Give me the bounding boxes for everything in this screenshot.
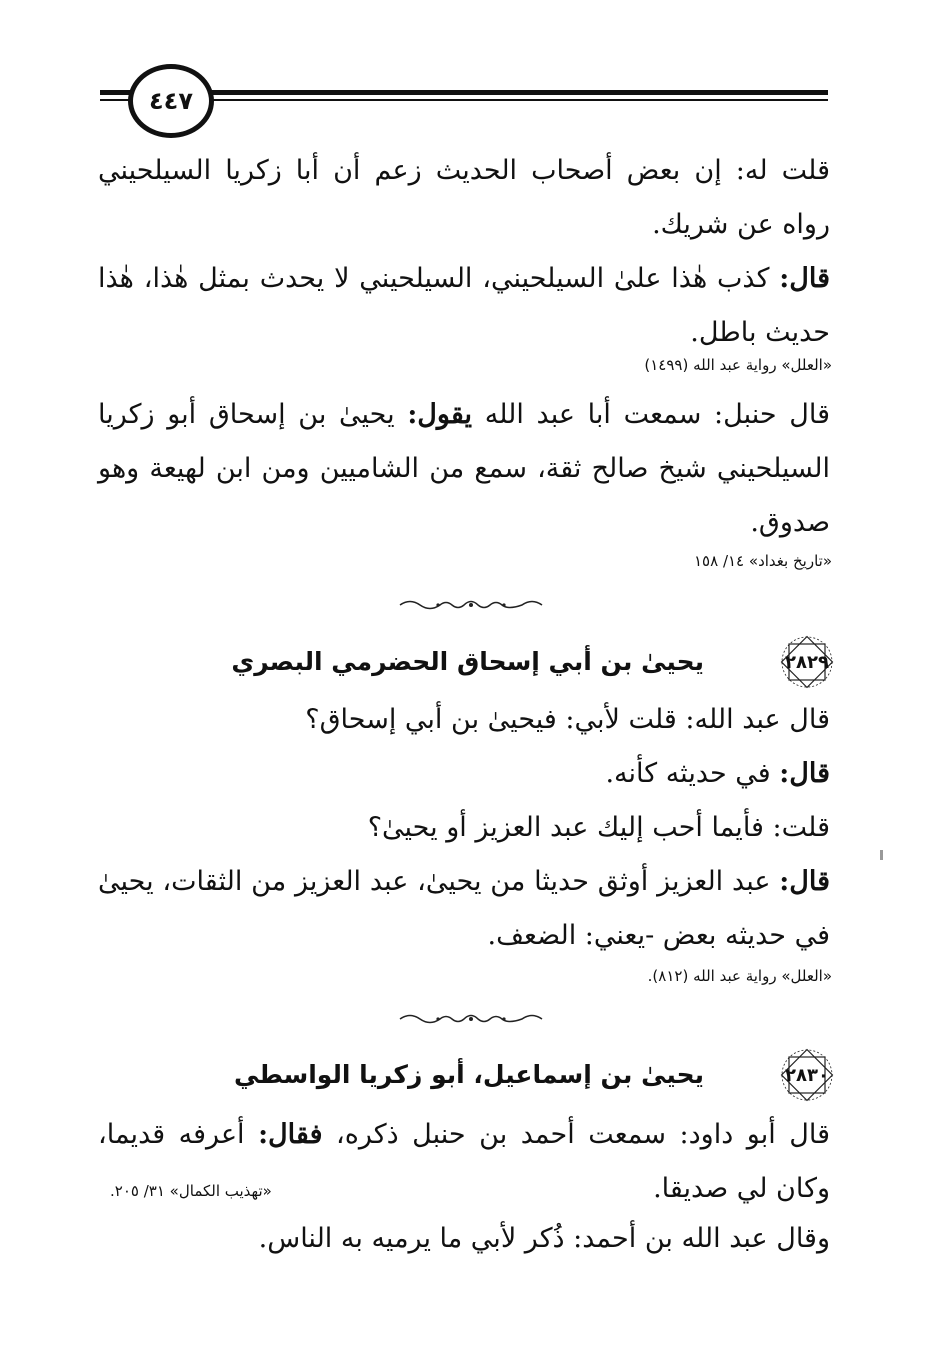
entry2830-text-cont xyxy=(98,1212,830,1266)
ornament-divider xyxy=(398,598,544,612)
entry2829-line4 xyxy=(98,855,830,963)
entry2830-line1-rest: أعرفه قديما، وكان لي صديقا. xyxy=(98,1119,830,1204)
entry2829-line4-text: عبد العزيز أوثق حديثا من يحيىٰ، عبد العزيز من الثقات، يحيىٰ في حديثه بعض -يعني: الضعف. xyxy=(98,866,830,951)
entry2829-line3: قلت: فأيما أحب إليك عبد العزيز أو يحيىٰ؟ xyxy=(367,812,830,843)
ornament-divider xyxy=(398,1012,544,1026)
block1-line1: قلت له: إن بعض أصحاب الحديث زعم أن أبا زكريا السيلحيني رواه عن شريك. xyxy=(98,155,830,240)
qal-label: قال: xyxy=(779,758,830,789)
block2-rest: يحيىٰ بن إسحاق أبو زكريا السيلحيني شيخ صالح ثقة، سمع من الشاميين ومن ابن لهيعة وهو صدوق. xyxy=(98,399,830,538)
block2-text xyxy=(98,388,830,550)
entry2830-line2: وقال عبد الله بن أحمد: ذُكر لأبي ما يرميه به الناس. xyxy=(258,1223,830,1254)
qal-label: قال: xyxy=(779,263,830,294)
block2-prefix: قال حنبل: سمعت أبا عبد الله xyxy=(472,399,830,430)
block1-text xyxy=(98,144,830,360)
entry2829-line2-text: في حديثه كأنه. xyxy=(605,758,780,789)
entry-number-badge xyxy=(778,1046,836,1104)
yaqul-label: يقول: xyxy=(407,399,473,430)
entry2829-line2 xyxy=(98,747,830,801)
block1-line2-text: كذب هٰذا علىٰ السيلحيني، السيلحيني لا يحدث بمثل هٰذا، هٰذا حديث باطل. xyxy=(98,263,830,348)
qal-label: قال: xyxy=(779,866,830,897)
block2-paragraph xyxy=(98,388,830,550)
entry-number-badge xyxy=(778,633,836,691)
entry-title: يحيىٰ بن إسماعيل، أبو زكريا الواسطي xyxy=(233,1060,704,1089)
source-citation: «تهذيب الكمال» ٣١/ ٢٠٥. xyxy=(110,1182,272,1200)
entry-number: ٢٨٣٠ xyxy=(785,1064,829,1086)
entry2829-text xyxy=(98,693,830,963)
block1-line2 xyxy=(98,252,830,360)
page-number: ٤٤٧ xyxy=(128,64,214,138)
entry2830-line1-prefix: قال أبو داود: سمعت أحمد بن حنبل ذكره، xyxy=(322,1119,830,1150)
source-citation: «العلل» رواية عبد الله (١٤٩٩) xyxy=(644,356,832,374)
entry-number: ٢٨٢٩ xyxy=(785,651,829,673)
entry-title: يحيىٰ بن أبي إسحاق الحضرمي البصري xyxy=(231,647,704,676)
source-citation: «العلل» رواية عبد الله (٨١٢). xyxy=(647,967,832,985)
source-citation: «تاريخ بغداد» ١٤/ ١٥٨ xyxy=(694,552,832,570)
entry2829-line1: قال عبد الله: قلت لأبي: فيحيىٰ بن أبي إسحاق؟ xyxy=(305,704,830,735)
scan-mark xyxy=(880,850,883,860)
faqal-label: فقال: xyxy=(258,1119,323,1150)
